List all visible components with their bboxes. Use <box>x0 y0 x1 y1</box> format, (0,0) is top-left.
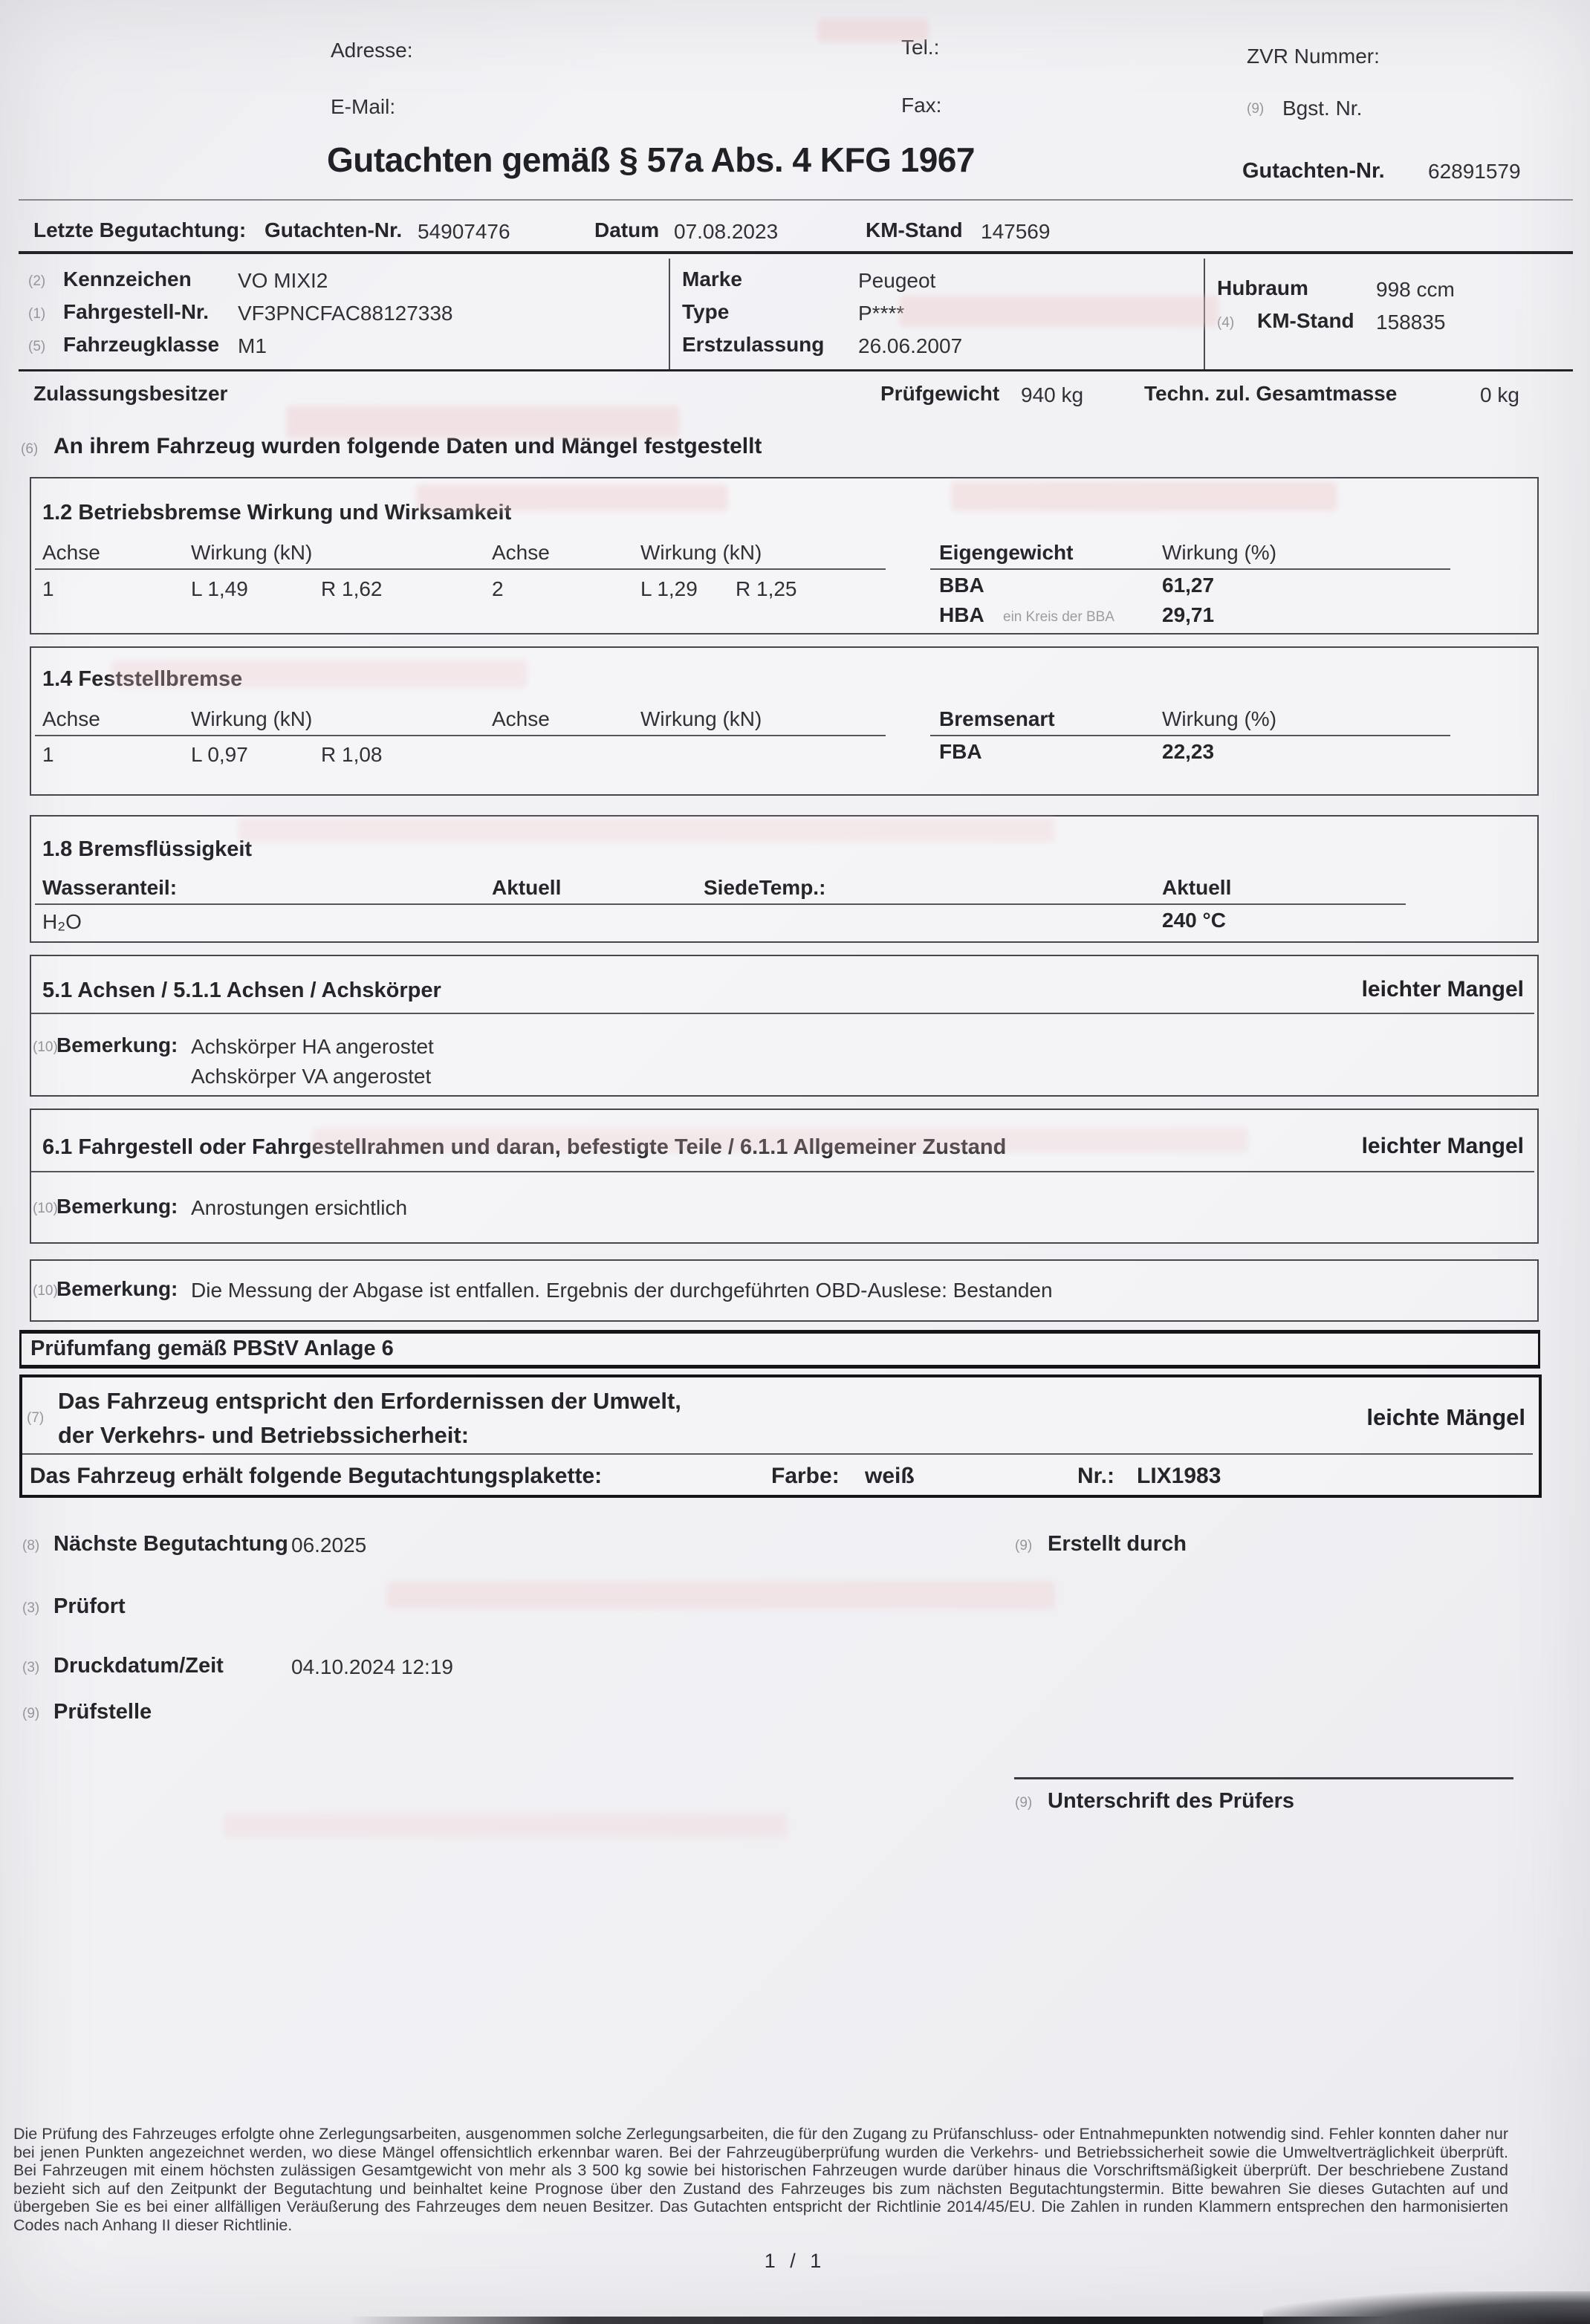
gross-mass-label: Techn. zul. Gesamtmasse <box>1144 382 1398 405</box>
header-underline-right <box>930 735 1450 736</box>
water-row-label: H₂O <box>42 910 82 933</box>
remark-text: Anrostungen ersichtlich <box>191 1196 408 1219</box>
ink-bleed-artifact <box>899 296 1219 327</box>
last-date-label: Datum <box>594 218 660 241</box>
class-value: M1 <box>238 334 267 357</box>
displacement-label: Hubraum <box>1217 276 1308 299</box>
km-label: KM-Stand <box>1257 309 1354 332</box>
type-label: Type <box>682 300 730 323</box>
zvr-label: ZVR Nummer: <box>1247 45 1380 68</box>
remark-line-1: Achskörper HA angerostet <box>191 1035 434 1058</box>
col-achse-1: Achse <box>42 541 100 564</box>
report-no-value: 62891579 <box>1428 160 1521 183</box>
scan-corner-shadow <box>1263 2291 1590 2324</box>
last-km-label: KM-Stand <box>866 218 963 241</box>
remark-line-2: Achskörper VA angerostet <box>191 1065 432 1088</box>
page-indicator: 1 / 1 <box>764 2250 826 2272</box>
vin-label: Fahrgestell-Nr. <box>63 300 210 323</box>
last-report-no-label: Gutachten-Nr. <box>265 218 403 241</box>
bba-label: BBA <box>939 574 984 597</box>
axle2-left: L 1,29 <box>640 577 698 600</box>
axle2-no: 2 <box>492 577 504 600</box>
test-weight-label: Prüfgewicht <box>880 382 1000 405</box>
col-aktuell-2: Aktuell <box>1162 876 1232 899</box>
col-wirkung-pct: Wirkung (%) <box>1162 707 1277 730</box>
sticker-color-value: weiß <box>865 1464 915 1488</box>
last-inspection-label: Letzte Begutachtung: <box>33 218 247 241</box>
col-wirkung-kn-2: Wirkung (kN) <box>640 707 762 730</box>
fax-label: Fax: <box>901 94 942 117</box>
vehicle-table-bottom-rule <box>19 369 1573 371</box>
vehicle-table-divider-1 <box>669 259 670 370</box>
ink-bleed-artifact <box>951 481 1337 511</box>
result-statement-line-2: der Verkehrs- und Betriebssicherheit: <box>58 1422 470 1448</box>
header-underline-right <box>930 568 1450 570</box>
signature-line <box>1014 1777 1513 1779</box>
next-inspection-label: Nächste Begutachtung <box>53 1532 288 1556</box>
header-divider <box>19 199 1573 201</box>
make-value: Peugeot <box>858 269 936 292</box>
result-code: (7) <box>27 1410 45 1426</box>
col-achse-1: Achse <box>42 707 100 730</box>
vin-value: VF3PNCFAC88127338 <box>238 302 453 325</box>
axle1-left: L 0,97 <box>191 743 248 766</box>
created-by-label: Erstellt durch <box>1048 1532 1187 1556</box>
axle1-right: R 1,08 <box>321 743 383 766</box>
col-bremsenart: Bremsenart <box>939 707 1055 730</box>
parking-brake-value: 22,23 <box>1162 740 1215 763</box>
test-place-code: (3) <box>22 1600 40 1616</box>
emissions-remark-text: Die Messung der Abgase ist entfallen. Ergebnis der durchgeführten OBD-Auslese: Bestanden <box>191 1279 1053 1302</box>
first-reg-value: 26.06.2007 <box>858 334 963 357</box>
ink-bleed-artifact <box>286 406 680 438</box>
sticker-number-value: LIX1983 <box>1137 1464 1221 1488</box>
created-by-code: (9) <box>1015 1538 1033 1554</box>
vin-code: (1) <box>28 306 46 322</box>
test-place-label: Prüfort <box>53 1594 126 1618</box>
boil-value: 240 °C <box>1162 909 1226 932</box>
section-1-4-title: 1.4 Feststellbremse <box>42 667 243 691</box>
table-top-rule <box>19 251 1573 254</box>
result-severity: leichte Mängel <box>1366 1404 1525 1430</box>
email-label: E-Mail: <box>331 95 396 118</box>
print-date-label: Druckdatum/Zeit <box>53 1654 224 1678</box>
header-underline <box>35 903 1406 905</box>
signature-code: (9) <box>1015 1795 1033 1811</box>
plate-code: (2) <box>28 273 46 289</box>
bba-value: 61,27 <box>1162 574 1215 597</box>
findings-heading: An ihrem Fahrzeug wurden folgende Daten und Mängel festgestellt <box>53 434 762 458</box>
header-underline-left <box>35 735 886 736</box>
findings-code: (6) <box>21 441 39 457</box>
gross-mass-value: 0 kg <box>1480 383 1519 406</box>
ink-bleed-artifact <box>817 19 929 42</box>
first-reg-label: Erstzulassung <box>682 333 825 356</box>
ink-bleed-artifact <box>111 660 528 688</box>
hba-value: 29,71 <box>1162 603 1215 626</box>
signature-label: Unterschrift des Prüfers <box>1048 1789 1294 1813</box>
document-title: Gutachten gemäß § 57a Abs. 4 KFG 1967 <box>327 140 976 179</box>
sticker-label: Das Fahrzeug erhält folgende Begutachtungsplakette: <box>30 1464 603 1488</box>
last-km-value: 147569 <box>981 220 1051 243</box>
address-label: Adresse: <box>331 39 413 62</box>
col-wirkung-kn-1: Wirkung (kN) <box>191 707 313 730</box>
type-value: P**** <box>858 302 905 325</box>
hba-label: HBA <box>939 603 984 626</box>
section-5-1-title: 5.1 Achsen / 5.1.1 Achsen / Achskörper <box>42 978 441 1002</box>
test-station-code: (9) <box>22 1706 40 1721</box>
displacement-value: 998 ccm <box>1376 278 1455 301</box>
tel-label: Tel.: <box>901 36 940 59</box>
result-divider <box>22 1453 1533 1455</box>
header-underline-left <box>35 568 886 570</box>
owner-label: Zulassungsbesitzer <box>33 382 228 405</box>
col-wirkung-kn-2: Wirkung (kN) <box>640 541 762 564</box>
axle1-no: 1 <box>42 577 54 600</box>
plate-value: VO MIXI2 <box>238 269 328 292</box>
section-5-1-box <box>30 955 1539 1097</box>
result-statement-line-1: Das Fahrzeug entspricht den Erfordernissen der Umwelt, <box>58 1388 681 1414</box>
col-siedetemp: SiedeTemp.: <box>704 876 826 899</box>
section-6-1-severity: leichter Mangel <box>1361 1134 1524 1158</box>
col-achse-2: Achse <box>492 541 550 564</box>
result-box <box>19 1374 1542 1498</box>
next-inspection-code: (8) <box>22 1538 40 1554</box>
col-eigengewicht: Eigengewicht <box>939 541 1074 564</box>
legal-text: Die Prüfung des Fahrzeuges erfolgte ohne Zerlegungsarbeiten, ausgenommen solche Zerlegungsarbeiten, die für den Zugang zu Prüfanschluss- oder Entnahmepunkten notwendig sind. Fehler konnten daher nur bei jenen Punkten angezeichnet werden, wo diese Mängel offensichtlich erkennbar waren. Bei der Fahrzeugüberprüfung wurden die Verkehrs- und Betriebssicherheit sowie die Umweltverträglichkeit überprüft. Bei Fahrzeugen mit einem höchsten zulässigen Gesamtgewicht von mehr als 3 500 kg sowie bei historischen Fahrzeugen wurde darüber hinaus die Vorschriftsmäßigkeit überprüft. Der beschriebene Zustand bezieht sich auf den Zeitpunkt der Begutachtung und beinhaltet keine Prognose über den Zustand des Fahrzeuges bis zum nächsten Begutachtungstermin. Bitte bewahren Sie dieses Gutachten auf und übergeben Sie es bei einer allfälligen Veräußerung des Fahrzeuges dem neuen Besitzer. Das Gutachten entspricht der Richtlinie 2014/45/EU. Die Zahlen in runden Klammern entsprechen den harmonisierten Codes nach Anhang II dieser Richtlinie. <box>13 2125 1508 2234</box>
col-achse-2: Achse <box>492 707 550 730</box>
bgst-label: Bgst. Nr. <box>1282 97 1363 120</box>
make-label: Marke <box>682 267 742 290</box>
section-divider <box>31 1171 1534 1172</box>
class-code: (5) <box>28 339 46 354</box>
print-date-code: (3) <box>22 1660 40 1675</box>
axle2-right: R 1,25 <box>736 577 797 600</box>
col-wirkung-pct: Wirkung (%) <box>1162 541 1277 564</box>
sticker-number-label: Nr.: <box>1077 1464 1115 1488</box>
section-divider <box>31 1013 1534 1014</box>
axle1-left: L 1,49 <box>191 577 248 600</box>
ink-bleed-artifact <box>386 1581 1055 1609</box>
axle1-no: 1 <box>42 743 54 766</box>
sticker-color-label: Farbe: <box>771 1464 840 1488</box>
ink-bleed-artifact <box>416 484 728 511</box>
report-no-label: Gutachten-Nr. <box>1242 159 1385 183</box>
col-wasseranteil: Wasseranteil: <box>42 876 178 899</box>
bgst-code: (9) <box>1247 101 1265 117</box>
section-5-1-severity: leichter Mangel <box>1361 977 1524 1002</box>
plate-label: Kennzeichen <box>63 267 192 290</box>
scope-note-text: Prüfumfang gemäß PBStV Anlage 6 <box>30 1337 394 1360</box>
next-inspection-value: 06.2025 <box>291 1533 367 1557</box>
emissions-remark-box <box>30 1259 1539 1322</box>
hba-note: ein Kreis der BBA <box>1003 609 1114 625</box>
col-wirkung-kn-1: Wirkung (kN) <box>191 541 313 564</box>
section-1-2-title: 1.2 Betriebsbremse Wirkung und Wirksamkeit <box>42 501 512 525</box>
print-date-value: 04.10.2024 12:19 <box>291 1655 453 1678</box>
ink-bleed-artifact <box>223 1813 788 1838</box>
test-weight-value: 940 kg <box>1021 383 1084 406</box>
remark-code: (10) <box>33 1201 58 1216</box>
remark-label: Bemerkung: <box>56 1195 178 1218</box>
class-label: Fahrzeugklasse <box>63 333 220 356</box>
section-1-8-title: 1.8 Bremsflüssigkeit <box>42 837 253 861</box>
ink-bleed-artifact <box>238 817 1055 843</box>
brake-type-value: FBA <box>939 740 982 763</box>
ink-bleed-artifact <box>312 1128 1248 1153</box>
col-aktuell-1: Aktuell <box>492 876 562 899</box>
km-value: 158835 <box>1376 311 1446 334</box>
last-date-value: 07.08.2023 <box>674 220 779 243</box>
section-6-1-title: 6.1 Fahrgestell oder Fahrgestellrahmen und daran, befestigte Teile / 6.1.1 Allgemeiner Zustand <box>42 1135 1007 1159</box>
remark-code: (10) <box>33 1039 58 1055</box>
test-station-label: Prüfstelle <box>53 1700 152 1724</box>
remark-code: (10) <box>33 1283 58 1299</box>
scope-note-bar <box>19 1330 1540 1369</box>
last-report-no-value: 54907476 <box>418 220 510 243</box>
axle1-right: R 1,62 <box>321 577 383 600</box>
km-code: (4) <box>1217 315 1235 331</box>
remark-label: Bemerkung: <box>56 1033 178 1056</box>
remark-label: Bemerkung: <box>56 1277 178 1300</box>
